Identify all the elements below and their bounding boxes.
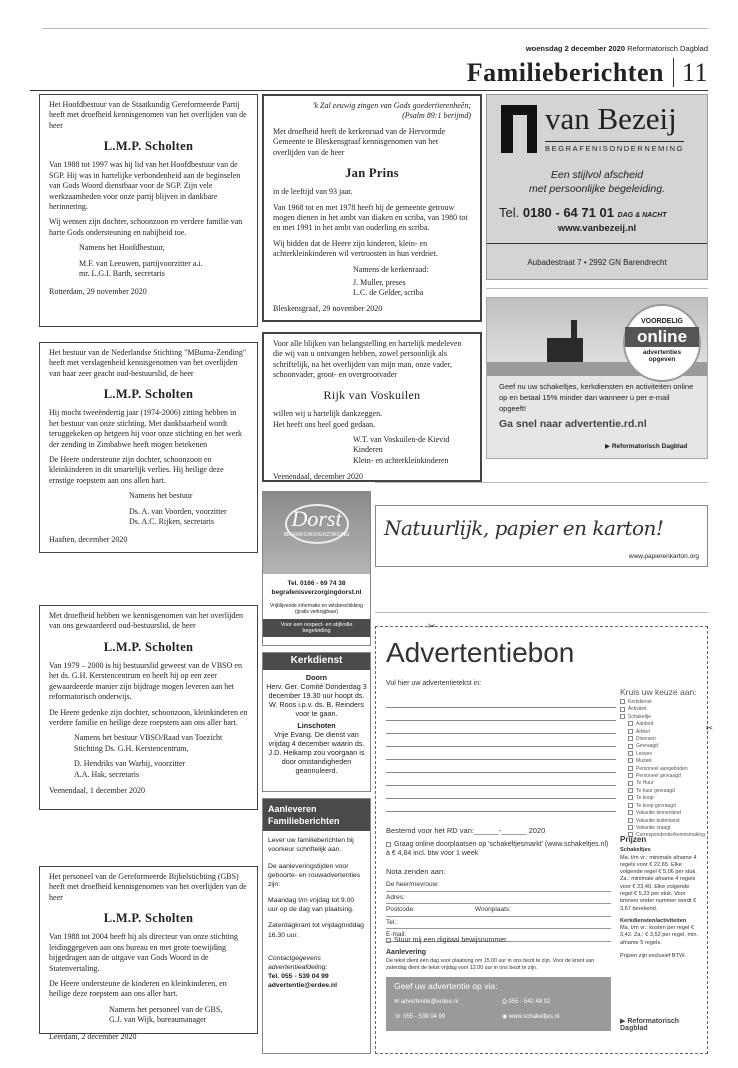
notice-body: De Heere ondersteune zijn dochter, schoonzoon en kleinkinderen in dit smartelijk verlies. Hij heilige deze ernstige roepstem aan ons allen hart. bbox=[49, 454, 224, 485]
header-rule bbox=[30, 90, 708, 91]
bon-nota-title: Nota zenden aan: bbox=[386, 867, 446, 876]
cat-item[interactable]: Schakeltje bbox=[620, 714, 705, 721]
scissors-icon: ✂ bbox=[705, 723, 713, 733]
dorst-logo: Dorst bbox=[291, 506, 342, 531]
deceased-name: L.M.P. Scholten bbox=[103, 911, 194, 926]
aanleveren-title: Aanleveren Familieberichten bbox=[263, 799, 370, 831]
cat-item[interactable]: Te koop gevraagd bbox=[620, 803, 705, 810]
tel-field[interactable]: Tel.: bbox=[386, 917, 611, 930]
dorst-logo-area bbox=[263, 492, 370, 574]
deceased-name: L.M.P. Scholten bbox=[103, 387, 194, 402]
notice-intro: Met droefheid hebben we kennisgenomen van het overlijden van ons gewaardeerd oud-bestuurslid, de heer bbox=[49, 611, 243, 631]
cat-item[interactable]: Muziek bbox=[620, 758, 705, 765]
advertentiebon-form[interactable] bbox=[375, 621, 713, 1054]
heer-field[interactable]: De heer/mevrouw: bbox=[386, 879, 611, 892]
cat-item[interactable]: Vakantie vraagt bbox=[620, 825, 705, 832]
fax-link: ⎙ 055 - 542 48 02 bbox=[502, 999, 551, 1005]
kerk-place: Doorn bbox=[305, 672, 328, 682]
ad-dorst[interactable] bbox=[262, 491, 371, 646]
dorst-banner: Voor een respect- en stijlvolle begeleiding bbox=[263, 619, 370, 637]
deceased-name: Jan Prins bbox=[345, 165, 399, 180]
kerkdienst-title: Kerkdienst bbox=[263, 653, 370, 670]
notice-vbso bbox=[39, 605, 258, 810]
bezeij-url[interactable]: www.vanbezeij.nl bbox=[557, 223, 637, 234]
cat-item[interactable]: Vakantie buitenland bbox=[620, 818, 705, 825]
bezeij-sub: BEGRAFENISONDERNEMING bbox=[545, 141, 684, 153]
bon-intro: Vul hier uw advertentietekst in: bbox=[386, 680, 482, 687]
church-icon bbox=[547, 338, 583, 362]
ad-van-bezeij[interactable] bbox=[486, 94, 708, 280]
notice-sign: Klein- en achterkleinkinderen bbox=[353, 455, 449, 465]
email-field[interactable]: E-mail: bbox=[386, 929, 611, 942]
deceased-name: Rijk van Voskuilen bbox=[323, 387, 421, 402]
papier-slogan: Natuurlijk, papier en karton! bbox=[384, 516, 664, 540]
notice-body: willen wij u hartelijk dankzeggen. bbox=[273, 409, 383, 419]
notice-sign: Namens het Hoofdbestuur, bbox=[79, 243, 165, 253]
notice-intro: Het Hoofdbestuur van de Staatkundig Gereformeerde Partij heeft met droefheid kennisgenomen van het overlijden van de heer bbox=[49, 100, 247, 130]
aanleveren-phone: Tel. 055 - 539 04 99 bbox=[268, 973, 329, 981]
masthead-date: woensdag 2 december 2020 Reformatorisch Dagblad bbox=[525, 44, 708, 53]
notice-body: Van 1968 tot en met 1978 heeft hij de gemeente getrouw mogen dienen in het ambt van diaken en scriba, van 1980 tot en met 1991 in het ambt van ouderling en scriba. bbox=[273, 202, 468, 233]
notice-sign: D. Hendriks van Warbij, voorzitter bbox=[74, 759, 186, 769]
notice-place: Veenendaal, 1 december 2020 bbox=[49, 785, 145, 795]
notice-sign: Ds. A.C. Rijken, secretaris bbox=[129, 516, 215, 526]
notice-body: Wij wensen zijn dochter, schoonzoon en verdere familie van harte Gods ondersteuning en nabijheid toe. bbox=[49, 217, 243, 237]
notice-body: Het heeft ons heel goed gedaan. bbox=[273, 419, 376, 429]
cat-item[interactable]: Personeel aangeboden bbox=[620, 766, 705, 773]
notice-sign: J. Muller, preses bbox=[353, 277, 406, 287]
divider bbox=[486, 288, 708, 289]
notice-sign: Kinderen bbox=[353, 445, 383, 455]
notice-verse-ref: (Psalm 89:1 berijmd) bbox=[402, 111, 471, 121]
cat-item[interactable]: Artikel bbox=[620, 729, 705, 736]
bon-bestemd[interactable]: Bestemd voor het RD van:______-______ 2020 bbox=[386, 826, 546, 835]
divider bbox=[375, 612, 708, 613]
notice-body: Van 1988 tot 2004 heeft hij als directeur van onze stichting leidinggegeven aan ons bureau en met grote toewijding bijgedragen aan de uitgave van Gods Woord in de Statenvertaling. bbox=[49, 932, 238, 973]
bezeij-address: Aubadestraat 7 • 2992 GN Barendrecht bbox=[527, 258, 667, 267]
notice-place: Bleskensgraaf, 29 november 2020 bbox=[273, 303, 383, 313]
notice-intro: Het bestuur van de Nederlandse Stichting "MBuma-Zending" heeft met verslagenheid kennisgenomen van het overlijden van haar zeer geacht oud-bestuurslid, de heer bbox=[49, 348, 247, 378]
dorst-url[interactable]: begrafenisverzorgingdorst.nl bbox=[271, 589, 362, 596]
notice-place: Rotterdam, 29 november 2020 bbox=[49, 287, 147, 297]
bezeij-phone: Tel. 0180 - 64 71 01 DAG & NACHT bbox=[499, 205, 667, 220]
bon-aanlevering-text: De tekst dient één dag voor plaatsing om 15.00 uur in ons bezit te zijn. Voor de krant van zaterdag dient de tekst vrijdag voor 12.00 uur in ons bezit te zijn. bbox=[386, 958, 595, 972]
bezeij-tagline-2: met persoonlijke begeleiding. bbox=[528, 183, 665, 195]
dorst-sub: BEGRAFENISVERZORGING bbox=[283, 532, 350, 538]
aanleveren-box bbox=[262, 798, 371, 1054]
notice-sign: mr. L.G.I. Barth, secretaris bbox=[79, 268, 165, 278]
kerk-text: Vrije Evang. De dienst van vrijdag 4 december waarin ds. J.D. Heikamp zou voorgaan is door omstandigheden geannuleerd. bbox=[268, 729, 365, 775]
bezeij-tagline-1: Een stijlvol afscheid bbox=[550, 169, 644, 181]
bon-text-lines[interactable] bbox=[386, 695, 616, 812]
top-rule bbox=[42, 28, 708, 29]
online-cta[interactable]: Ga snel naar advertentie.rd.nl bbox=[499, 418, 647, 430]
bon-brand: ▶ Reformatorisch Dagblad bbox=[620, 1018, 680, 1032]
scissors-icon: ✂ bbox=[428, 621, 436, 631]
divider bbox=[375, 482, 708, 483]
notice-intro: Voor alle blijken van belangstelling en hartelijk medeleven die wij van u ontvangen hebben, zowel persoonlijk als schriftelijk, na het overlijden van mijn man, onze vader, schoonvader, groot- en overgrootvader bbox=[273, 339, 462, 380]
notice-body: Hij mocht tweeëndertig jaar (1974-2006) zitting hebben in het bestuur van onze stichting. Met dankbaarheid wordt teruggekeken op hetgeen hij voor onze stichting en het werk der zending in Zimbabwe heeft mogen betekenen bbox=[49, 408, 243, 449]
ad-papier-karton[interactable] bbox=[375, 505, 708, 567]
notice-sign: Namens het bestuur VBSO/Raad van Toezicht Stichting Ds. G.H. Kerstencentrum, bbox=[74, 733, 223, 753]
bon-aanlevering-title: Aanlevering bbox=[386, 949, 427, 956]
bon-contact-panel: Geef uw advertentie op via: ✉ advertentie@erdee.nl ⎙ 055 - 542 48 02 ☏ 055 - 539 04 99 ◉ www.schakeltjes.nl bbox=[386, 977, 611, 1031]
phone-link[interactable]: ☏ 055 - 539 04 99 bbox=[394, 1014, 446, 1020]
cat-item[interactable]: Activiteit bbox=[620, 706, 705, 713]
rd-brand: ▶ Reformatorisch Dagblad bbox=[605, 443, 688, 450]
notice-gbs bbox=[39, 866, 258, 1041]
online-badge: VOORDELIG online advertenties opgeven bbox=[623, 304, 701, 382]
notice-place: Veenendaal, december 2020 bbox=[273, 472, 363, 482]
notice-intro: Het personeel van de Gereformeerde Bijbelstichting (GBS) heeft met droefheid kennisgenomen van het overlijden van de heer bbox=[49, 872, 247, 902]
page-title: Familieberichten 11 bbox=[466, 58, 708, 87]
notice-sign: G.J. van Wijk, bureaumanager bbox=[109, 1015, 207, 1025]
bon-address-fields[interactable] bbox=[386, 879, 611, 942]
cat-item[interactable]: Correspondentie/kennismaking bbox=[620, 832, 705, 839]
bon-prices: Prijzen Schakeltjes Ma. t/m vr.: minimale afname 4 regels voor € 22,65. Elke volgende regel € 5,06 per stuk. Za.: minimale afname 4 regels voor € 23,40. Elke volgende regel € 5,23 per stuk. Voor brieven onder nummer wordt € 3,67 berekend. Kerkdiensten/activiteiten Ma. t/m vr.: kosten per regel € 3,42. Za.: € 3,52 per regel, min. afname 5 regels. Prijzen zijn exclusief BTW. bbox=[620, 835, 699, 959]
notice-voskuilen bbox=[262, 332, 482, 482]
notice-place: Haaften, december 2020 bbox=[49, 535, 128, 545]
postcode-field[interactable]: Postcode: Woonplaats: bbox=[386, 904, 611, 917]
cat-item[interactable]: Personeel gevraagd bbox=[620, 773, 705, 780]
cat-item[interactable]: Gevraagd bbox=[620, 743, 705, 750]
notice-sign: Namens het personeel van de GBS, bbox=[109, 1004, 223, 1014]
notice-body: Van 1988 tot 1997 was hij lid van het Hoofdbestuur van de SGP. Hij was in hartelijke verbondenheid aan de beginselen van Gods Woord dienstbaar voor de SGP. Zijn vele werkzaamheden voor onze partij blijven in dankbare herinnering. bbox=[49, 160, 241, 211]
notice-place: Leerdam, 2 december 2020 bbox=[49, 1031, 137, 1041]
kerkdienst-box bbox=[262, 652, 371, 792]
notice-body: Van 1979 – 2000 is hij bestuurslid geweest van de VBSO en het ds. G.H. Kerstencentrum en heeft hij op een zeer gewaardeerde manier zijn bijdrage mogen leveren aan het reformatorisch onderwijs. bbox=[49, 661, 242, 702]
notice-body: Wij bidden dat de Heere zijn kinderen, klein- en achterkleinkinderen wil vertroosten in hun verdriet. bbox=[273, 238, 438, 259]
bezeij-logo: van Bezeij bbox=[545, 101, 677, 136]
notice-sgp bbox=[39, 94, 258, 327]
ad-online-advertenties[interactable] bbox=[486, 297, 708, 459]
papier-url[interactable]: www.papierenkarton.org bbox=[628, 553, 699, 560]
bon-title: Advertentiebon bbox=[386, 637, 575, 668]
notice-body: De Heere ondersteune de kinderen en kleinkinderen, en heilige deze roepstem aan ons aller hart. bbox=[49, 978, 227, 999]
notice-verse: 'k Zal eeuwig zingen van Gods goedertierenheên; bbox=[312, 101, 471, 110]
deceased-name: L.M.P. Scholten bbox=[103, 639, 194, 654]
web-link[interactable]: ◉ www.schakeltjes.nl bbox=[502, 1014, 560, 1020]
deceased-name: L.M.P. Scholten bbox=[103, 139, 194, 154]
bon-bewijs-option[interactable]: Stuur mij een digitaal bewijsnummer. bbox=[386, 937, 508, 944]
cat-item[interactable]: Kerkdienst bbox=[620, 699, 705, 706]
cat-item[interactable]: Lessen bbox=[620, 751, 705, 758]
notice-mbuma bbox=[39, 342, 258, 553]
cat-item[interactable]: Vakantie binnenland bbox=[620, 810, 705, 817]
kerk-place: Linschoten bbox=[297, 720, 336, 730]
aanleveren-text: Lever uw familieberichten bij voorkeur schriftelijk aan. bbox=[268, 837, 354, 854]
notice-sign: A.A. Hak, secretaris bbox=[74, 769, 140, 779]
bon-online-option[interactable]: Graag online doorplaatsen op 'schakeltjesmarkt' (www.schakeltjes.nl) à € 4,84 incl. btw voor 1 week bbox=[386, 841, 609, 858]
notice-prins bbox=[262, 94, 482, 322]
online-text: Geef nu uw schakeltjes, kerkdiensten en activiteiten online op en betaal 15% minder dan wanneer u per e-mail opgeeft! bbox=[499, 382, 694, 413]
dorst-phone: Tel. 0166 - 69 74 38 bbox=[287, 580, 346, 587]
cat-item[interactable]: Te koop bbox=[620, 795, 705, 802]
cat-item[interactable]: Aanbod bbox=[620, 721, 705, 728]
notice-sign: L.C. de Gelder, scriba bbox=[353, 288, 424, 298]
notice-sign: W.T. van Voskuilen-de Kievid bbox=[353, 434, 450, 444]
notice-sign: Ds. A. van Voorden, voorzitter bbox=[129, 506, 227, 516]
kerk-text: Herv. Ger. Comité Donderdag 3 december 19.30 uur hoopt ds. W. Roos i.p.v. ds. B. Reinders voor te gaan. bbox=[266, 681, 367, 718]
notice-body: De Heere gedenke zijn dochter, schoonzoon, kleinkinderen en verdere familie en heilige deze roepstem aan ons aller hart. bbox=[49, 707, 248, 727]
notice-sign: Namens de kerkenraad: bbox=[353, 264, 429, 274]
aanleveren-contact: Contactgegevens advertentieafdeling: bbox=[268, 954, 328, 971]
adres-field[interactable]: Adres: bbox=[386, 892, 611, 905]
aanleveren-text: Maandag t/m vrijdag tot 9.00 uur op de dag van plaatsing. bbox=[268, 897, 355, 914]
mail-link[interactable]: ✉ advertentie@erdee.nl bbox=[394, 999, 459, 1005]
cat-item[interactable]: Te huur gevraagd bbox=[620, 788, 705, 795]
bezeij-logo-icon bbox=[501, 105, 537, 153]
cat-item[interactable]: Diversen bbox=[620, 736, 705, 743]
cat-item[interactable]: Te Huur bbox=[620, 780, 705, 787]
aanleveren-email[interactable]: advertentie@erdee.nl bbox=[268, 982, 337, 990]
notice-age: in de leeftijd van 93 jaar. bbox=[273, 187, 353, 197]
aanleveren-text: Zaterdagkrant tot vrijdagmiddag 16.30 uur. bbox=[268, 922, 364, 939]
aanleveren-text: De aanleveringstijden voor geboorte- en rouwadvertenties zijn: bbox=[268, 862, 361, 888]
notice-intro: Met droefheid heeft de kerkenraad van de Hervormde Gemeente te Bleskensgraaf kennisgenomen van het overlijden van de heer bbox=[273, 126, 446, 157]
bon-category-list[interactable] bbox=[620, 699, 705, 840]
bon-choice-title: Kruis uw keuze aan: bbox=[620, 687, 697, 697]
dorst-info: Vrijblijvende informatie en wilsbeschikking (gratis verkrijgbaar) bbox=[270, 603, 363, 615]
notice-sign: Namens het bestuur bbox=[129, 491, 193, 501]
notice-sign: M.F. van Leeuwen, partijvoorzitter a.i. bbox=[79, 258, 203, 268]
